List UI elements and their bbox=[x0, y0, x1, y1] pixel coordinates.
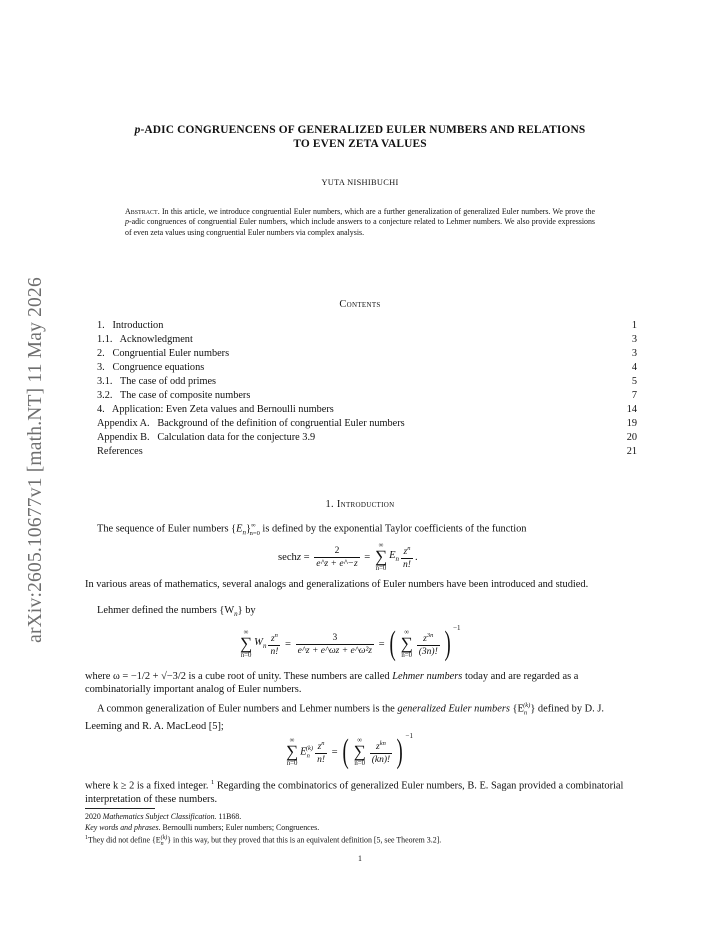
toc-entry-label: 3.2. The case of composite numbers bbox=[97, 390, 251, 401]
equation-generalized: ∞ ∑ n=0 $E_n^{(k)}$ $\frac{z^n}{n!}$ = ( ∞ ∑ n=0 $\frac{z^{kn}}{(kn)!}$ ) $^{-1}$ bbox=[286, 732, 413, 770]
table-of-contents bbox=[97, 319, 637, 459]
toc-entry-page: 4 bbox=[631, 362, 637, 373]
toc-entry-label: 4. Application: Even Zeta values and Bernoulli numbers bbox=[97, 404, 334, 415]
toc-entry-page: 21 bbox=[626, 446, 637, 457]
intro-paragraph-5: A common generalization of Euler numbers and Lehmer numbers is the generalized Euler numbers $\{E_n^{(k)}\}$ defined by D. J. Leeming and R. A. MacLeod [5]; bbox=[85, 702, 604, 732]
footnote-msc: 2020 Mathematics Subject Classification. 11B68. bbox=[85, 812, 242, 821]
toc-entry-label: 1.1. Acknowledgment bbox=[97, 334, 193, 345]
toc-entry[interactable] bbox=[97, 389, 637, 403]
footnote-marker-1[interactable]: 1 bbox=[211, 779, 215, 786]
toc-entry-label: 3.1. The case of odd primes bbox=[97, 376, 217, 387]
toc-entry-page: 7 bbox=[631, 390, 637, 401]
toc-entry-label: References bbox=[97, 446, 143, 457]
toc-entry[interactable] bbox=[97, 333, 637, 347]
page-number: 1 bbox=[358, 854, 362, 863]
arxiv-sidebar-stamp bbox=[12, 240, 60, 680]
title-line-1: p-ADIC CONGRUENCENS OF GENERALIZED EULER NUMBERS AND RELATIONS bbox=[134, 124, 586, 136]
toc-entry-label: 1. Introduction bbox=[97, 320, 164, 331]
arxiv-id: arXiv:2605.10677v1 [math.NT] 11 May 2026 bbox=[25, 277, 46, 643]
contents-heading: Contents bbox=[339, 299, 381, 310]
toc-entry-page: 3 bbox=[631, 334, 637, 345]
toc-entry-page: 1 bbox=[631, 320, 637, 331]
toc-entry[interactable] bbox=[97, 445, 637, 459]
toc-entry-page: 19 bbox=[626, 418, 637, 429]
toc-entry-label: 2. Congruential Euler numbers bbox=[97, 348, 230, 359]
intro-paragraph-6: where k ≥ 2 is a fixed integer. $^1$ Regarding the combinatorics of generalized Euler numbers, B. E. Sagan provided a combinatorial interpretation of these numbers. bbox=[85, 779, 624, 805]
equation-lehmer: ∞ ∑ n=0 $W_n$ $\frac{z^n}{n!}$ = $\frac{3}{\text{e\textasciicircum{}z + e\textasciicircum{}ωz + e\textasciicircum{}ω²z}}$ = ( ∞ ∑ n=0 $\frac{z^{3n}}{(3n)!}$ ) $^{-1}$ bbox=[240, 624, 461, 662]
toc-entry[interactable] bbox=[97, 375, 637, 389]
toc-entry[interactable] bbox=[97, 347, 637, 361]
toc-entry-label: Appendix B. Calculation data for the conjecture 3.9 bbox=[97, 432, 316, 443]
toc-entry[interactable] bbox=[97, 431, 637, 445]
abstract: Abstract. In this article, we introduce congruential Euler numbers, which are a further generalization of generalized Euler numbers. We prove the p-adic congruences of congruential Euler numbers, which include answers to a conjecture related to Lehmer numbers. We also provide expressions of even zeta values using congruential Euler numbers via complex analysis. bbox=[125, 207, 595, 237]
title-line-2: TO EVEN ZETA VALUES bbox=[293, 138, 427, 150]
intro-paragraph-4: where ω = −1/2 + √−3/2 is a cube root of unity. These numbers are called Lehmer numbers today and are regarded as a combinatorially important analog of Euler numbers. bbox=[85, 671, 579, 696]
toc-entry-page: 3 bbox=[631, 348, 637, 359]
toc-entry-page: 14 bbox=[626, 404, 637, 415]
toc-entry-label: Appendix A. Background of the definition of congruential Euler numbers bbox=[97, 418, 405, 429]
toc-entry-label: 3. Congruence equations bbox=[97, 362, 205, 373]
toc-entry-page: 20 bbox=[626, 432, 637, 443]
toc-entry[interactable] bbox=[97, 319, 637, 333]
toc-entry-page: 5 bbox=[631, 376, 637, 387]
introduction-heading: 1. Introduction bbox=[325, 499, 395, 510]
footnote-1: $^1$They did not define $\{E_n^{(k)}\}$ in this way, but they proved that this is an equivalent definition [5, see Theorem 3.2]. bbox=[85, 835, 442, 848]
intro-paragraph-2: In various areas of mathematics, several analogs and generalizations of Euler numbers have been introduced and studied. bbox=[85, 579, 589, 590]
footnotes bbox=[85, 812, 645, 850]
toc-entry[interactable] bbox=[97, 403, 637, 417]
intro-paragraph-3: Lehmer defined the numbers $\{W_n\}$ by bbox=[97, 605, 256, 619]
intro-paragraph-1: The sequence of Euler numbers $\{E_n\}^\infty_{n=0}$ is defined by the exponential Taylor coefficients of the function bbox=[97, 522, 527, 537]
abstract-label: Abstract. bbox=[125, 207, 160, 216]
equation-sech: sech z = $\frac{2}{e\^{}z + e\^{}-z}$ = ∞ ∑ n=0 $E_n$ $\frac{z^n}{n!}$ . bbox=[278, 542, 418, 572]
footnote-keywords: Key words and phrases. Bernoulli numbers; Euler numbers; Congruences. bbox=[85, 822, 320, 832]
toc-entry[interactable] bbox=[97, 361, 637, 375]
toc-entry[interactable] bbox=[97, 417, 637, 431]
footnote-rule bbox=[85, 808, 155, 809]
author-name: YUTA NISHIBUCHI bbox=[321, 178, 399, 187]
paper-title bbox=[80, 123, 640, 151]
